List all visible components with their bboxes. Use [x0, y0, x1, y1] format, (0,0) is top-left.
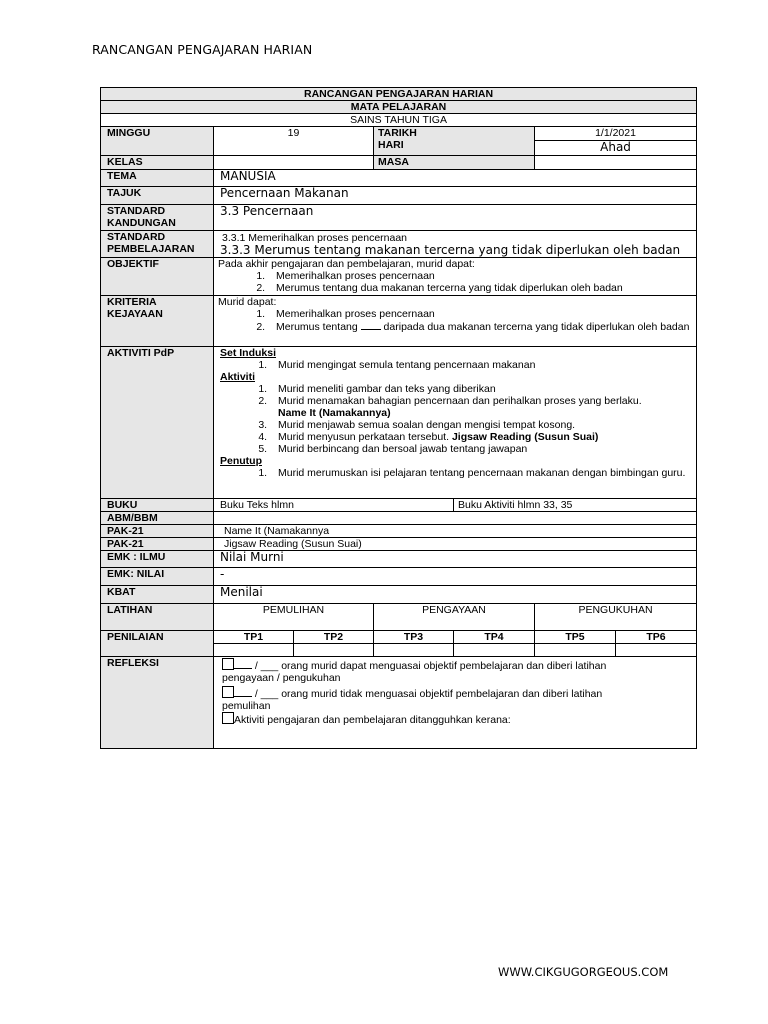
value-objektif [214, 258, 697, 296]
row-standard-kandungan [101, 205, 697, 231]
label-tajuk: TAJUK [101, 187, 214, 205]
refleksi-line-1 [222, 658, 692, 672]
aktiviti-item-2-text: Murid menamakan bahagian pencernaan dan perihalkan proses yang berlaku. [278, 395, 642, 407]
penutup-heading: Penutup [220, 455, 262, 467]
penutup-list [220, 467, 692, 479]
refleksi-blank-1 [234, 659, 252, 669]
label-sp-1: STANDARD [107, 231, 166, 243]
value-refleksi [214, 657, 697, 749]
value-aktiviti [214, 347, 697, 499]
value-standard-pembelajaran [214, 231, 697, 258]
tp2-value [294, 644, 374, 657]
row-abm [101, 512, 697, 525]
row-kbat [101, 586, 697, 604]
kriteria-item-2-a: Merumus tentang [276, 321, 361, 333]
title-row-3: SAINS TAHUN TIGA [101, 114, 697, 127]
label-standard-kandungan [101, 205, 214, 231]
penutup-item-1: 1. Murid merumuskan isi pelajaran tentang pencernaan makanan dengan bimbingan guru. [270, 467, 692, 479]
tarikh-hari-values [535, 127, 697, 156]
label-latihan: LATIHAN [101, 604, 214, 631]
label-standard-pembelajaran [101, 231, 214, 258]
row-aktiviti [101, 347, 697, 499]
label-emk-nilai: EMK: NILAI [101, 568, 214, 586]
tp4-value [454, 644, 535, 657]
sp-line-1: 3.3.1 Memerihalkan proses pencernaan [222, 232, 408, 244]
rph-table [100, 87, 697, 749]
tp4-header: TP4 [454, 631, 535, 644]
objektif-item-2: 2. Merumus tentang dua makanan tercerna yang tidak diperlukan oleh badan [268, 282, 692, 294]
label-refleksi: REFLEKSI [101, 657, 214, 749]
sp-line-2: 3.3.3 Merumus tentang makanan tercerna yang tidak diperlukan oleh badan [220, 243, 681, 257]
value-kbat: Menilai [214, 586, 697, 604]
label-sk-1: STANDARD [107, 205, 166, 217]
row-emk-ilmu [101, 551, 697, 568]
tp2-header: TP2 [294, 631, 374, 644]
refleksi-line-3-text: Aktiviti pengajaran dan pembelajaran ditangguhkan kerana: [234, 714, 511, 726]
tp6-header: TP6 [616, 631, 697, 644]
label-kelas: KELAS [101, 156, 214, 170]
refleksi-line-3 [222, 712, 692, 726]
kriteria-list [218, 308, 692, 333]
set-induksi-item-1: 1. Murid mengingat semula tentang pencernaan makanan [270, 359, 692, 371]
page-header: RANCANGAN PENGAJARAN HARIAN [92, 42, 313, 57]
row-pak21-2 [101, 538, 697, 551]
value-hari: Ahad [600, 140, 631, 154]
refleksi-line-1b: pengayaan / pengukuhan [222, 672, 341, 684]
aktiviti-item-3: 3. Murid menjawab semua soalan dengan mengisi tempat kosong. [270, 419, 692, 431]
set-induksi-list [220, 359, 692, 371]
label-tarikh-hari [374, 127, 535, 156]
tp6-value [616, 644, 697, 657]
row-tajuk [101, 187, 697, 205]
aktiviti-item-1: 1. Murid meneliti gambar dan teks yang diberikan [270, 383, 692, 395]
refleksi-line-2 [222, 686, 692, 700]
tp3-value [374, 644, 454, 657]
aktiviti-item-4 [270, 431, 692, 443]
kriteria-item-2 [268, 320, 692, 333]
aktiviti-list [220, 383, 692, 455]
latihan-pengayaan: PENGAYAAN [374, 604, 535, 631]
aktiviti-item-4-text: Murid menyusun perkataan tersebut. [278, 431, 452, 443]
row-kelas [101, 156, 697, 170]
label-kk-2: KEJAYAAN [107, 308, 163, 320]
value-buku-aktiviti: Buku Aktiviti hlmn 33, 35 [454, 499, 697, 512]
value-buku-teks: Buku Teks hlmn [214, 499, 454, 512]
kriteria-intro: Murid dapat: [218, 296, 277, 308]
aktiviti-heading: Aktiviti [220, 371, 256, 383]
value-emk-ilmu: Nilai Murni [214, 551, 697, 568]
objektif-intro: Pada akhir pengajaran dan pembelajaran, murid dapat: [218, 258, 475, 270]
tp5-header: TP5 [535, 631, 616, 644]
aktiviti-item-4-bold: Jigsaw Reading (Susun Suai) [451, 431, 599, 443]
value-tajuk: Pencernaan Makanan [214, 187, 697, 205]
tp1-value [214, 644, 294, 657]
label-kk-1: KRITERIA [107, 296, 157, 308]
objektif-item-1: 1. Memerihalkan proses pencernaan [268, 270, 692, 282]
title-row-1: RANCANGAN PENGAJARAN HARIAN [101, 88, 697, 101]
label-kriteria [101, 296, 214, 347]
value-standard-kandungan: 3.3 Pencernaan [214, 205, 697, 231]
value-tarikh: 1/1/2021 [535, 127, 696, 141]
tp5-value [535, 644, 616, 657]
label-hari: HARI [378, 139, 404, 151]
row-pak21-1 [101, 525, 697, 538]
label-pak21-2: PAK-21 [101, 538, 214, 551]
kriteria-blank [361, 320, 381, 330]
row-tema [101, 170, 697, 187]
value-pak21-1: Name It (Namakannya [214, 525, 697, 538]
latihan-pemulihan: PEMULIHAN [214, 604, 374, 631]
label-buku: BUKU [101, 499, 214, 512]
value-masa [535, 156, 697, 170]
label-objektif: OBJEKTIF [101, 258, 214, 296]
refleksi-line-2b: pemulihan [222, 700, 271, 712]
latihan-pengukuhan: PENGUKUHAN [535, 604, 697, 631]
label-aktiviti: AKTIVITI PdP [101, 347, 214, 499]
value-kelas [214, 156, 374, 170]
value-pak21-2: Jigsaw Reading (Susun Suai) [214, 538, 697, 551]
row-buku [101, 499, 697, 512]
label-tema: TEMA [101, 170, 214, 187]
row-kriteria [101, 296, 697, 347]
label-pak21-1: PAK-21 [101, 525, 214, 538]
refleksi-blank-2 [234, 687, 252, 697]
row-latihan [101, 604, 697, 631]
title-row-2: MATA PELAJARAN [101, 101, 697, 114]
aktiviti-item-2-bold: Name It (Namakannya) [278, 407, 391, 419]
label-minggu: MINGGU [101, 127, 214, 156]
refleksi-line-1-text: / ___ orang murid dapat menguasai objektif pembelajaran dan diberi latihan [252, 660, 607, 672]
row-refleksi [101, 657, 697, 749]
label-abm: ABM/BBM [101, 512, 214, 525]
row-minggu [101, 127, 697, 156]
tp1-header: TP1 [214, 631, 294, 644]
refleksi-line-2-text: / ___ orang murid tidak menguasai objektif pembelajaran dan diberi latihan [252, 688, 603, 700]
label-kbat: KBAT [101, 586, 214, 604]
value-abm [214, 512, 697, 525]
label-masa: MASA [374, 156, 535, 170]
label-emk-ilmu: EMK : ILMU [101, 551, 214, 568]
row-penilaian-header [101, 631, 697, 644]
tp3-header: TP3 [374, 631, 454, 644]
row-emk-nilai [101, 568, 697, 586]
aktiviti-item-2 [270, 395, 692, 419]
value-minggu: 19 [214, 127, 374, 156]
checkbox-icon[interactable] [222, 712, 234, 724]
checkbox-icon[interactable] [222, 686, 234, 698]
page-footer-url: WWW.CIKGUGORGEOUS.COM [498, 965, 669, 979]
value-emk-nilai: - [214, 568, 697, 586]
label-sk-2: KANDUNGAN [107, 217, 176, 229]
label-penilaian: PENILAIAN [101, 631, 214, 657]
set-induksi-heading: Set Induksi [220, 347, 277, 359]
label-sp-2: PEMBELAJARAN [107, 243, 195, 255]
kriteria-item-2-b: daripada dua makanan tercerna yang tidak diperlukan oleh badan [380, 321, 690, 333]
value-tema: MANUSIA [214, 170, 697, 187]
checkbox-icon[interactable] [222, 658, 234, 670]
objektif-list [218, 270, 692, 294]
row-standard-pembelajaran [101, 231, 697, 258]
label-tarikh: TARIKH [378, 127, 417, 139]
row-objektif [101, 258, 697, 296]
aktiviti-item-5: 5. Murid berbincang dan bersoal jawab tentang jawapan [270, 443, 692, 455]
value-kriteria [214, 296, 697, 347]
kriteria-item-1: 1. Memerihalkan proses pencernaan [268, 308, 692, 320]
